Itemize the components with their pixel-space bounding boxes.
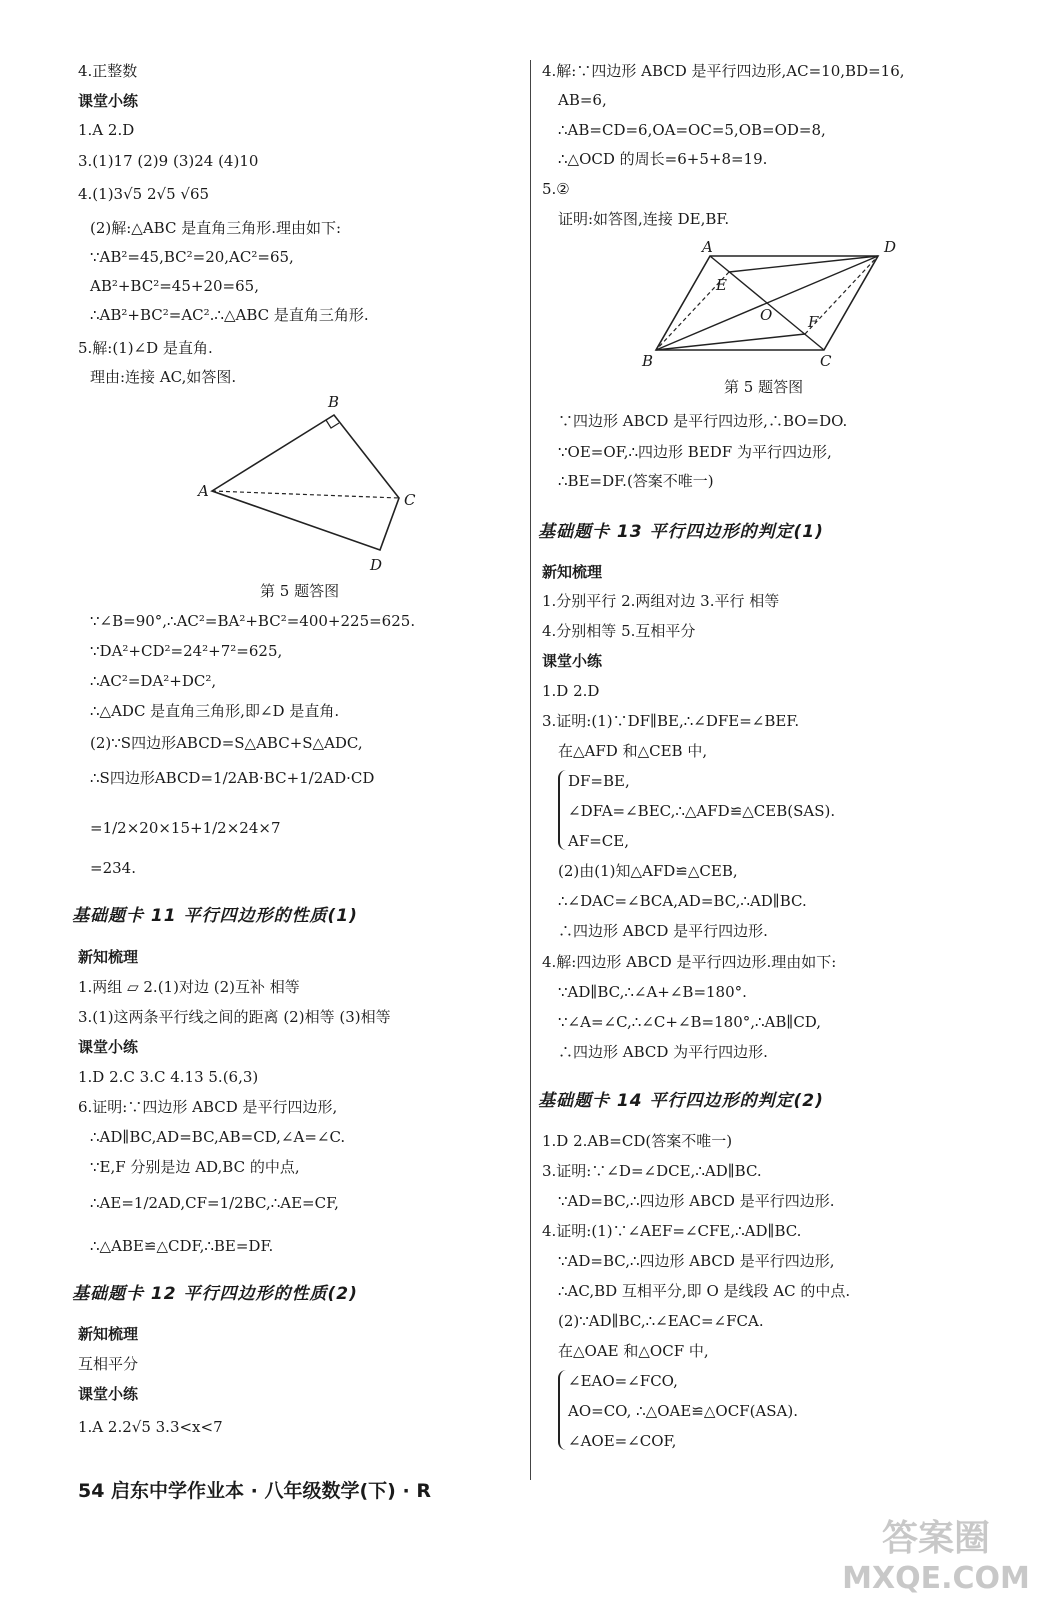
text-line: ∴四边形 ABCD 为平行四边形. <box>558 1043 768 1061</box>
text-line: ∴AC,BD 互相平分,即 O 是线段 AC 的中点. <box>558 1282 851 1300</box>
text-line: ∴AC²=DA²+DC², <box>90 672 217 690</box>
text-line: 3.(1)17 (2)9 (3)24 (4)10 <box>78 152 259 170</box>
figure-caption: 第 5 题答图 <box>724 378 804 396</box>
brace <box>558 1370 568 1450</box>
text-line: ∴AD∥BC,AD=BC,AB=CD,∠A=∠C. <box>90 1128 346 1146</box>
text-line: 在△AFD 和△CEB 中, <box>558 742 708 760</box>
text-line: ∴AE=1/2AD,CF=1/2BC,∴AE=CF, <box>90 1194 339 1212</box>
subheading: 课堂小练 <box>78 92 139 110</box>
text-line: 4.正整数 <box>78 62 138 80</box>
section-heading: 基础题卡 11 平行四边形的性质(1) <box>72 906 358 926</box>
text-line: DF=BE, <box>568 772 630 790</box>
text-line: ∠DFA=∠BEC,∴△AFD≌△CEB(SAS). <box>568 802 836 820</box>
figure-label: E <box>716 276 727 294</box>
subheading: 课堂小练 <box>78 1038 139 1056</box>
text-line: =1/2×20×15+1/2×24×7 <box>90 819 281 837</box>
quadrilateral-figure <box>190 388 430 578</box>
text-line: AB²+BC²=45+20=65, <box>90 277 259 295</box>
text-line: AO=CO, ∴△OAE≌△OCF(ASA). <box>568 1402 798 1420</box>
text-line: 1.两组 ▱ 2.(1)对边 (2)互补 相等 <box>78 978 300 996</box>
text-line: ∠EAO=∠FCO, <box>568 1372 678 1390</box>
text-line: 在△OAE 和△OCF 中, <box>558 1342 709 1360</box>
figure-label: B <box>642 352 654 370</box>
text-line: ∵∠A=∠C,∴∠C+∠B=180°,∴AB∥CD, <box>558 1013 822 1031</box>
right-column <box>528 0 1053 1505</box>
text-line: ∠AOE=∠COF, <box>568 1432 677 1450</box>
text-line: 4.解:四边形 ABCD 是平行四边形.理由如下: <box>542 953 837 971</box>
text-line: 5.解:(1)∠D 是直角. <box>78 339 213 357</box>
text-line: ∵∠B=90°,∴AC²=BA²+BC²=400+225=625. <box>90 612 416 630</box>
text-line: ∴四边形 ABCD 是平行四边形. <box>558 922 768 940</box>
svg-text:答案圈: 答案圈 <box>881 1518 991 1559</box>
page-footer: 54 启东中学作业本 · 八年级数学(下) · R <box>78 1480 431 1502</box>
text-line: ∴S四边形ABCD=1/2AB·BC+1/2AD·CD <box>90 769 375 787</box>
text-line: ∴△OCD 的周长=6+5+8=19. <box>558 150 768 168</box>
figure-label: A <box>702 238 713 256</box>
section-heading: 基础题卡 12 平行四边形的性质(2) <box>72 1284 358 1304</box>
subheading: 课堂小练 <box>78 1385 139 1403</box>
brace <box>558 770 568 850</box>
figure-label: B <box>328 393 340 411</box>
figure-label: F <box>808 313 819 331</box>
text-line: 5.② <box>542 180 570 198</box>
figure-label: C <box>820 352 832 370</box>
text-line: 3.证明:∵∠D=∠DCE,∴AD∥BC. <box>542 1162 762 1180</box>
text-line: ∵AB²=45,BC²=20,AC²=65, <box>90 248 294 266</box>
text-line: ∴AB²+BC²=AC².∴△ABC 是直角三角形. <box>90 306 369 324</box>
text-line: 4.解:∵四边形 ABCD 是平行四边形,AC=10,BD=16, <box>542 62 905 80</box>
text-line: ∵AD=BC,∴四边形 ABCD 是平行四边形, <box>558 1252 835 1270</box>
text-line: ∴△ADC 是直角三角形,即∠D 是直角. <box>90 702 340 720</box>
text-line: ∵E,F 分别是边 AD,BC 的中点, <box>90 1158 300 1176</box>
text-line: 1.A 2.D <box>78 121 135 139</box>
text-line: (2)∵S四边形ABCD=S△ABC+S△ADC, <box>90 734 363 752</box>
text-line: AB=6, <box>558 91 607 109</box>
text-line: ∴BE=DF.(答案不唯一) <box>558 472 714 490</box>
text-line: 互相平分 <box>78 1355 139 1373</box>
text-line: ∴AB=CD=6,OA=OC=5,OB=OD=8, <box>558 121 826 139</box>
text-line: ∴△ABE≌△CDF,∴BE=DF. <box>90 1237 274 1255</box>
text-line: 4.分别相等 5.互相平分 <box>542 622 696 640</box>
left-column <box>0 0 528 1505</box>
text-line: 3.证明:(1)∵DF∥BE,∴∠DFE=∠BEF. <box>542 712 800 730</box>
figure-label: D <box>370 556 383 574</box>
text-line: ∵AD=BC,∴四边形 ABCD 是平行四边形. <box>558 1192 835 1210</box>
figure-label: A <box>198 482 209 500</box>
text-line: 1.分别平行 2.两组对边 3.平行 相等 <box>542 592 780 610</box>
text-line: (2)∵AD∥BC,∴∠EAC=∠FCA. <box>558 1312 764 1330</box>
text-line: AF=CE, <box>568 832 630 850</box>
text-line: 3.(1)这两条平行线之间的距离 (2)相等 (3)相等 <box>78 1008 391 1026</box>
text-line: 6.证明:∵四边形 ABCD 是平行四边形, <box>78 1098 338 1116</box>
text-line: 1.D 2.C 3.C 4.13 5.(6,3) <box>78 1068 259 1086</box>
figure-caption: 第 5 题答图 <box>260 582 340 600</box>
text-line: ∵OE=OF,∴四边形 BEDF 为平行四边形, <box>558 443 832 461</box>
text-line: 1.D 2.D <box>542 682 600 700</box>
svg-text:MXQE.COM: MXQE.COM <box>842 1561 1030 1595</box>
text-line: (2)由(1)知△AFD≌△CEB, <box>558 862 738 880</box>
text-line: 4.证明:(1)∵∠AEF=∠CFE,∴AD∥BC. <box>542 1222 802 1240</box>
text-line: ∵DA²+CD²=24²+7²=625, <box>90 642 283 660</box>
text-line: ∵四边形 ABCD 是平行四边形,∴BO=DO. <box>558 412 848 430</box>
section-heading: 基础题卡 14 平行四边形的判定(2) <box>538 1091 824 1111</box>
subheading: 新知梳理 <box>78 948 139 966</box>
watermark-logo <box>834 1510 1039 1595</box>
text-line: 4.(1)3√5 2√5 √65 <box>78 185 210 203</box>
section-heading: 基础题卡 13 平行四边形的判定(1) <box>538 522 824 542</box>
text-line: =234. <box>90 859 136 877</box>
text-line: 理由:连接 AC,如答图. <box>90 368 237 386</box>
text-line: 1.D 2.AB=CD(答案不唯一) <box>542 1132 733 1150</box>
parallelogram-figure <box>628 234 918 374</box>
subheading: 新知梳理 <box>542 563 603 581</box>
figure-label: D <box>884 238 897 256</box>
subheading: 课堂小练 <box>542 652 603 670</box>
figure-label: O <box>760 306 773 324</box>
figure-label: C <box>404 491 416 509</box>
subheading: 新知梳理 <box>78 1325 139 1343</box>
text-line: 证明:如答图,连接 DE,BF. <box>558 210 730 228</box>
text-line: (2)解:△ABC 是直角三角形.理由如下: <box>90 219 342 237</box>
text-line: 1.A 2.2√5 3.3<x<7 <box>78 1418 223 1436</box>
text-line: ∵AD∥BC,∴∠A+∠B=180°. <box>558 983 747 1001</box>
text-line: ∴∠DAC=∠BCA,AD=BC,∴AD∥BC. <box>558 892 807 910</box>
